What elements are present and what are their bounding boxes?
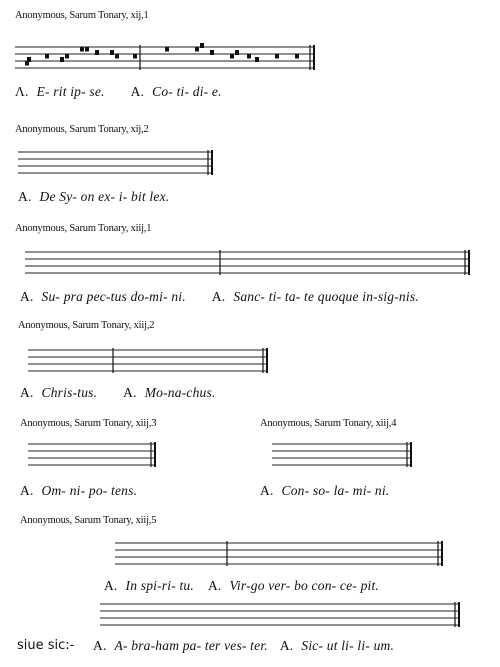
chant-text-line (20, 483, 137, 499)
antiphon-marker: A. (211, 289, 226, 304)
staff-lines (15, 45, 315, 75)
antiphon-marker: A. (260, 483, 274, 498)
antiphon-marker: A. (20, 289, 34, 304)
chant-incipit: In spi-ri- tu. (125, 578, 194, 593)
chant-incipit: Con- so- la- mi- ni. (281, 483, 390, 498)
neume (45, 54, 49, 59)
chant-incipit: Om- ni- po- tens. (41, 483, 138, 498)
example-caption: Anonymous, Sarum Tonary, xij,1 (15, 10, 149, 21)
neume (65, 54, 69, 59)
antiphon-marker: A. (130, 84, 145, 99)
antiphon-marker: A. (207, 578, 222, 593)
chant-text-line (18, 189, 169, 205)
staff-lines (28, 442, 156, 472)
chant-incipit: A- bra-ham pa- ter ves- ter. (114, 638, 268, 653)
neume (230, 54, 234, 59)
chant-text-line (93, 638, 394, 654)
chant-incipit: Sanc- ti- ta- te quoque in-sig-nis. (233, 289, 419, 304)
chant-incipit: E- rit ip- se. (36, 84, 105, 99)
chant-text-line (20, 289, 419, 305)
example-caption: Anonymous, Sarum Tonary, xiij,2 (18, 320, 155, 331)
example-caption: Anonymous, Sarum Tonary, xij,2 (15, 124, 149, 135)
example-caption: Anonymous, Sarum Tonary, xiij,1 (15, 223, 152, 234)
staff-lines (18, 150, 213, 180)
neume (95, 50, 99, 55)
chant-staff (25, 250, 470, 280)
chant-incipit: Mo-na-chus. (144, 385, 216, 400)
example-caption: Anonymous, Sarum Tonary, xiij,5 (20, 515, 157, 526)
staff-lines (25, 250, 470, 280)
chant-staff (100, 602, 460, 632)
neume (210, 50, 214, 55)
chant-incipit: Su- pra pec-tus do-mi- ni. (41, 289, 186, 304)
antiphon-marker: A. (93, 638, 107, 653)
chant-incipit: Chris-tus. (41, 385, 98, 400)
neume (133, 54, 137, 59)
neume (80, 47, 84, 52)
antiphon-marker: A. (20, 385, 34, 400)
staff-lines (100, 602, 460, 632)
chant-staff (115, 541, 443, 571)
neume (247, 54, 251, 59)
neume (115, 54, 119, 59)
neume (165, 47, 169, 52)
antiphon-marker: A. (20, 483, 34, 498)
antiphon-marker: A. (279, 638, 294, 653)
chant-staff (18, 150, 213, 180)
chant-staff (15, 45, 315, 75)
chant-text-line (15, 84, 222, 100)
neume (295, 54, 299, 59)
neume (110, 50, 114, 55)
chant-incipit: Sic- ut li- li- um. (301, 638, 395, 653)
chant-staff (28, 442, 156, 472)
staff-lines (272, 442, 412, 472)
chant-staff (272, 442, 412, 472)
chant-staff (28, 348, 268, 378)
antiphon-marker: A. (18, 189, 32, 204)
chant-text-line (260, 483, 389, 499)
chant-text-line (20, 385, 216, 401)
neume (235, 50, 239, 55)
neume (60, 57, 64, 62)
chant-incipit: De Sy- on ex- i- bit lex. (39, 189, 170, 204)
chant-incipit: Co- ti- di- e. (152, 84, 222, 99)
antiphon-marker: A. (104, 578, 118, 593)
neume (85, 47, 89, 52)
chant-incipit: Vir-go ver- bo con- ce- pit. (229, 578, 379, 593)
alternate-label: siue sic:- (17, 638, 75, 653)
antiphon-marker: Λ. (15, 84, 29, 99)
chant-text-line (104, 578, 379, 594)
neume (195, 47, 199, 52)
staff-lines (28, 348, 268, 378)
neume (275, 54, 279, 59)
example-caption: Anonymous, Sarum Tonary, xiij,3 (20, 418, 157, 429)
neume (27, 57, 31, 62)
neume (200, 43, 204, 48)
example-caption: Anonymous, Sarum Tonary, xiij,4 (260, 418, 397, 429)
neume (255, 57, 259, 62)
staff-lines (115, 541, 443, 571)
antiphon-marker: A. (123, 385, 137, 400)
